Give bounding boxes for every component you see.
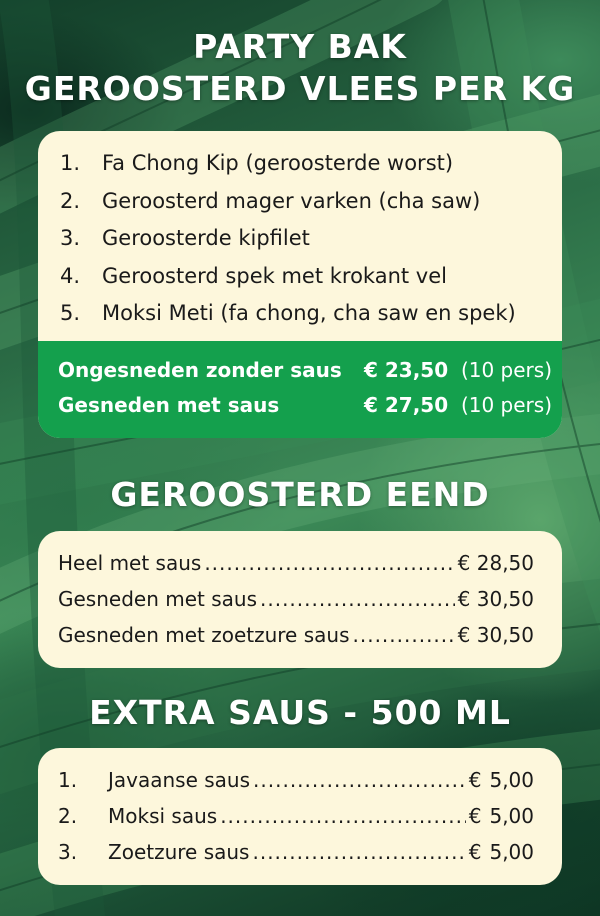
list-item: Gesneden met zoetzure saus ..... € 30,50 — [58, 617, 534, 653]
list-item: 5. Moksi Meti (fa chong, cha saw en spek) — [60, 301, 516, 325]
dot-leader — [260, 581, 455, 617]
dot-leader — [204, 545, 454, 581]
party-bak-subtitle: GEROOSTERD VLEES PER KG — [24, 69, 576, 108]
list-item: 3. Zoetzure saus ..... € 5,00 — [58, 834, 534, 870]
saus-list — [58, 762, 534, 870]
eend-heading: GEROOSTERD EEND — [110, 475, 490, 514]
list-item: Gesneden met saus ..... € 30,50 — [58, 581, 534, 617]
saus-card — [38, 748, 562, 885]
price-row-cut: Gesneden met saus € 27,50 (10 pers) — [58, 388, 552, 422]
list-item: 4. Geroosterd spek met krokant vel — [60, 263, 447, 288]
eend-card — [38, 531, 562, 668]
list-item: 3. Geroosterde kipfilet — [60, 226, 310, 250]
price-cut: € 27,50 — [364, 393, 449, 417]
price-row-uncut: Ongesneden zonder saus € 23,50 (10 pers) — [58, 353, 552, 387]
dot-leader — [220, 798, 466, 834]
party-bak-price-band — [38, 341, 562, 438]
price-uncut: € 23,50 — [364, 358, 449, 382]
saus-heading: EXTRA SAUS - 500 ML — [89, 693, 511, 732]
dot-leader — [253, 762, 466, 798]
list-item: 1. Javaanse saus ..... € 5,00 — [58, 762, 534, 798]
party-bak-heading — [0, 26, 600, 110]
list-item: 2. Geroosterd mager varken (cha saw) — [60, 188, 481, 213]
party-bak-title: PARTY BAK — [193, 27, 407, 66]
list-item: 2. Moksi saus ..... € 5,00 — [58, 798, 534, 834]
list-item: 1. Fa Chong Kip (geroosterde worst) — [60, 151, 454, 175]
eend-list — [58, 545, 534, 653]
party-bak-card — [38, 131, 562, 438]
dot-leader — [353, 617, 455, 653]
list-item: Heel met saus ..... € 28,50 — [58, 545, 534, 581]
dot-leader — [252, 834, 465, 870]
party-bak-list — [60, 145, 516, 333]
